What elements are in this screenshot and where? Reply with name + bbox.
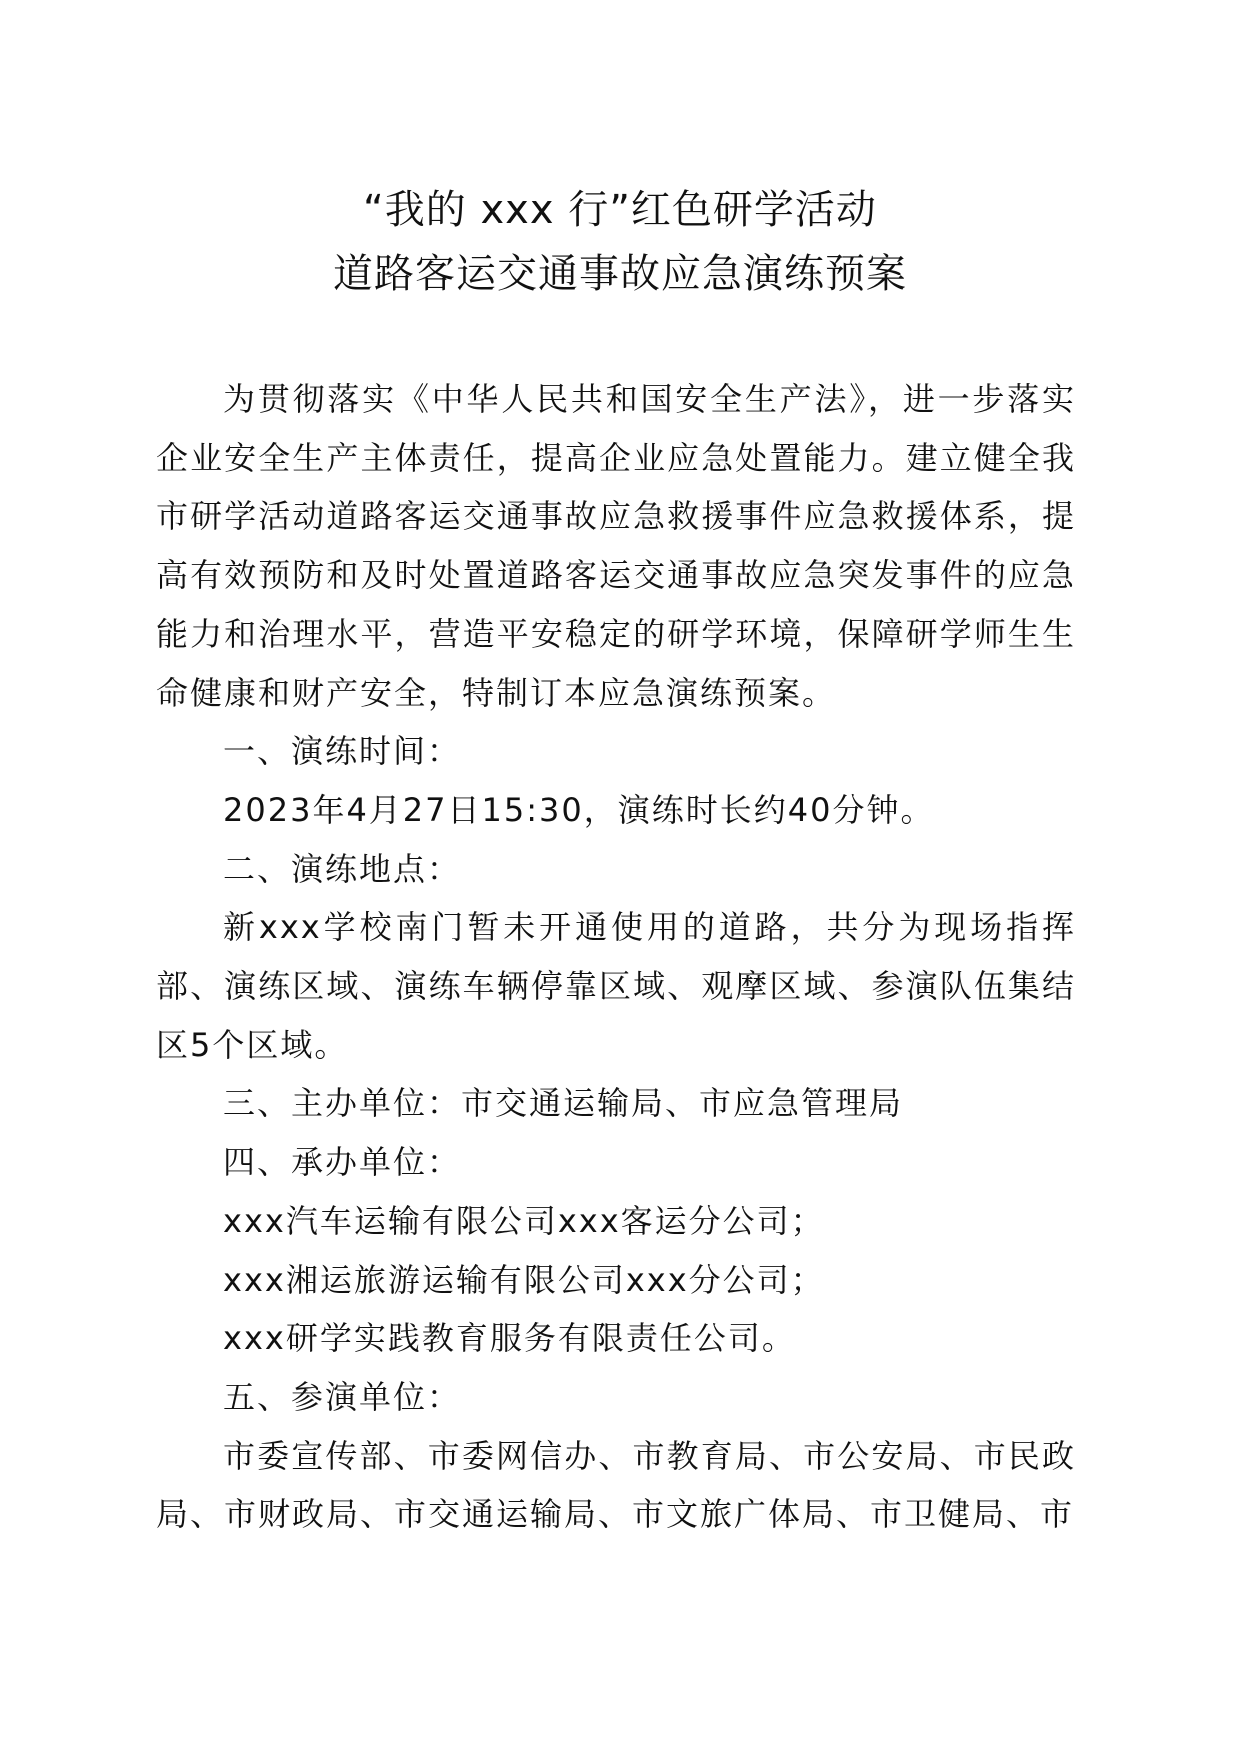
drill-time-text: 2023年4月27日15:30，演练时长约40分钟。 — [223, 790, 935, 829]
organizer-unit-item: xxx汽车运输有限公司xxx客运分公司； — [223, 1201, 825, 1240]
intro-paragraph: 为贯彻落实《中华人民共和国安全生产法》，进一步落实企业安全生产主体责任，提高企业应急处置能力。建立健全我市研学活动道路客运交通事故应急救援事件应急救援体系，提高有效预防和及时处置道路客运交通事故应急突发事件的应急能力和治理水平，营造平安稳定的研学环境，保障研学师生生命健康和财产安全，特制订本应急演练预案。 — [156, 380, 1076, 712]
document-title-line-1: “我的 xxx 行”红色研学活动 — [363, 187, 877, 233]
section-heading-participating-units: 五、参演单位： — [223, 1377, 462, 1416]
document-body — [156, 370, 1076, 1544]
section-heading-drill-time: 一、演练时间： — [223, 732, 462, 771]
organizer-unit-item: xxx研学实践教育服务有限责任公司。 — [223, 1319, 796, 1358]
section-heading-organizer-units: 四、承办单位： — [223, 1143, 462, 1182]
drill-location-text: 新xxx学校南门暂未开通使用的道路，共分为现场指挥部、演练区域、演练车辆停靠区域、观摩区域、参演队伍集结区5个区域。 — [156, 908, 1076, 1064]
organizer-unit-item: xxx湘运旅游运输有限公司xxx分公司； — [223, 1260, 825, 1299]
document-title-line-2: 道路客运交通事故应急演练预案 — [333, 251, 907, 297]
participating-units-text: 市委宣传部、市委网信办、市教育局、市公安局、市民政局、市财政局、市交通运输局、市文旅广体局、市卫健局、市 — [156, 1436, 1076, 1534]
section-heading-drill-location: 二、演练地点： — [223, 849, 462, 888]
section-heading-host-units: 三、主办单位：市交通运输局、市应急管理局 — [223, 1084, 904, 1123]
